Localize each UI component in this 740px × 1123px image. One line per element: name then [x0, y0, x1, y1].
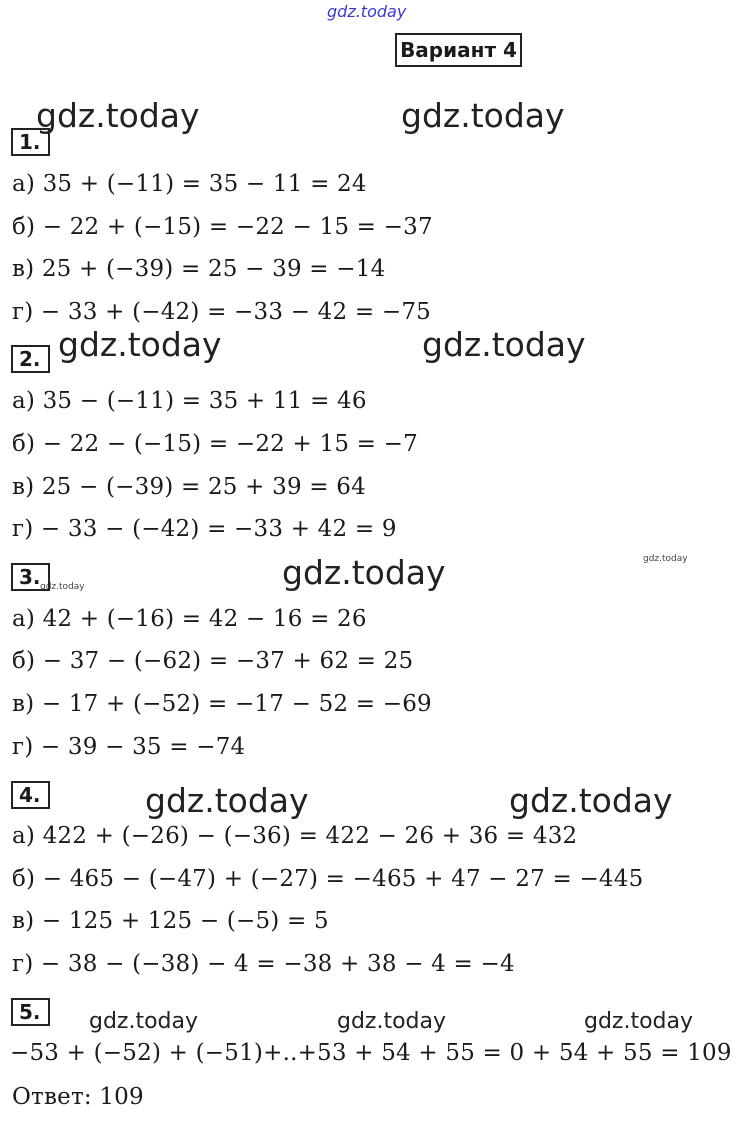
watermark: gdz.today	[422, 325, 586, 364]
task-number: 2.	[11, 345, 50, 373]
watermark-small: gdz.today	[643, 554, 688, 564]
equation-line: б) − 22 − (−15) = −22 + 15 = −7	[12, 431, 418, 457]
equation-line: в) − 125 + 125 − (−5) = 5	[12, 908, 329, 934]
task-number: 5.	[11, 998, 50, 1026]
watermark: gdz.today	[58, 325, 222, 364]
equation-line: б) − 37 − (−62) = −37 + 62 = 25	[12, 648, 414, 674]
equation-line: в) 25 − (−39) = 25 + 39 = 64	[12, 474, 366, 500]
equation-line: а) 35 + (−11) = 35 − 11 = 24	[12, 171, 367, 197]
watermark: gdz.today	[145, 781, 309, 820]
answer-line: Ответ: 109	[12, 1084, 144, 1110]
equation-line: б) − 465 − (−47) + (−27) = −465 + 47 − 27 = −445	[12, 866, 644, 892]
equation-line: а) 422 + (−26) − (−36) = 422 − 26 + 36 = 432	[12, 823, 578, 849]
watermark-small: gdz.today	[40, 582, 85, 592]
equation-line: −53 + (−52) + (−51)+..+53 + 54 + 55 = 0 + 54 + 55 = 109	[10, 1040, 732, 1066]
watermark: gdz.today	[89, 1009, 199, 1034]
equation-line: в) − 17 + (−52) = −17 − 52 = −69	[12, 691, 432, 717]
equation-line: г) − 33 − (−42) = −33 + 42 = 9	[12, 516, 397, 542]
equation-line: г) − 33 + (−42) = −33 − 42 = −75	[12, 299, 431, 325]
watermark: gdz.today	[36, 96, 200, 135]
watermark: gdz.today	[282, 553, 446, 592]
equation-line: в) 25 + (−39) = 25 − 39 = −14	[12, 256, 386, 282]
task-number: 3.	[11, 563, 50, 591]
site-watermark-header: gdz.today	[327, 2, 407, 21]
watermark: gdz.today	[401, 96, 565, 135]
equation-line: а) 35 − (−11) = 35 + 11 = 46	[12, 388, 367, 414]
task-number: 4.	[11, 781, 50, 809]
variant-title: Вариант 4	[395, 33, 522, 67]
watermark: gdz.today	[337, 1009, 447, 1034]
watermark: gdz.today	[509, 781, 673, 820]
equation-line: г) − 38 − (−38) − 4 = −38 + 38 − 4 = −4	[12, 951, 515, 977]
equation-line: а) 42 + (−16) = 42 − 16 = 26	[12, 606, 367, 632]
task-number: 1.	[11, 128, 50, 156]
equation-line: г) − 39 − 35 = −74	[12, 734, 246, 760]
watermark: gdz.today	[584, 1009, 694, 1034]
equation-line: б) − 22 + (−15) = −22 − 15 = −37	[12, 214, 433, 240]
